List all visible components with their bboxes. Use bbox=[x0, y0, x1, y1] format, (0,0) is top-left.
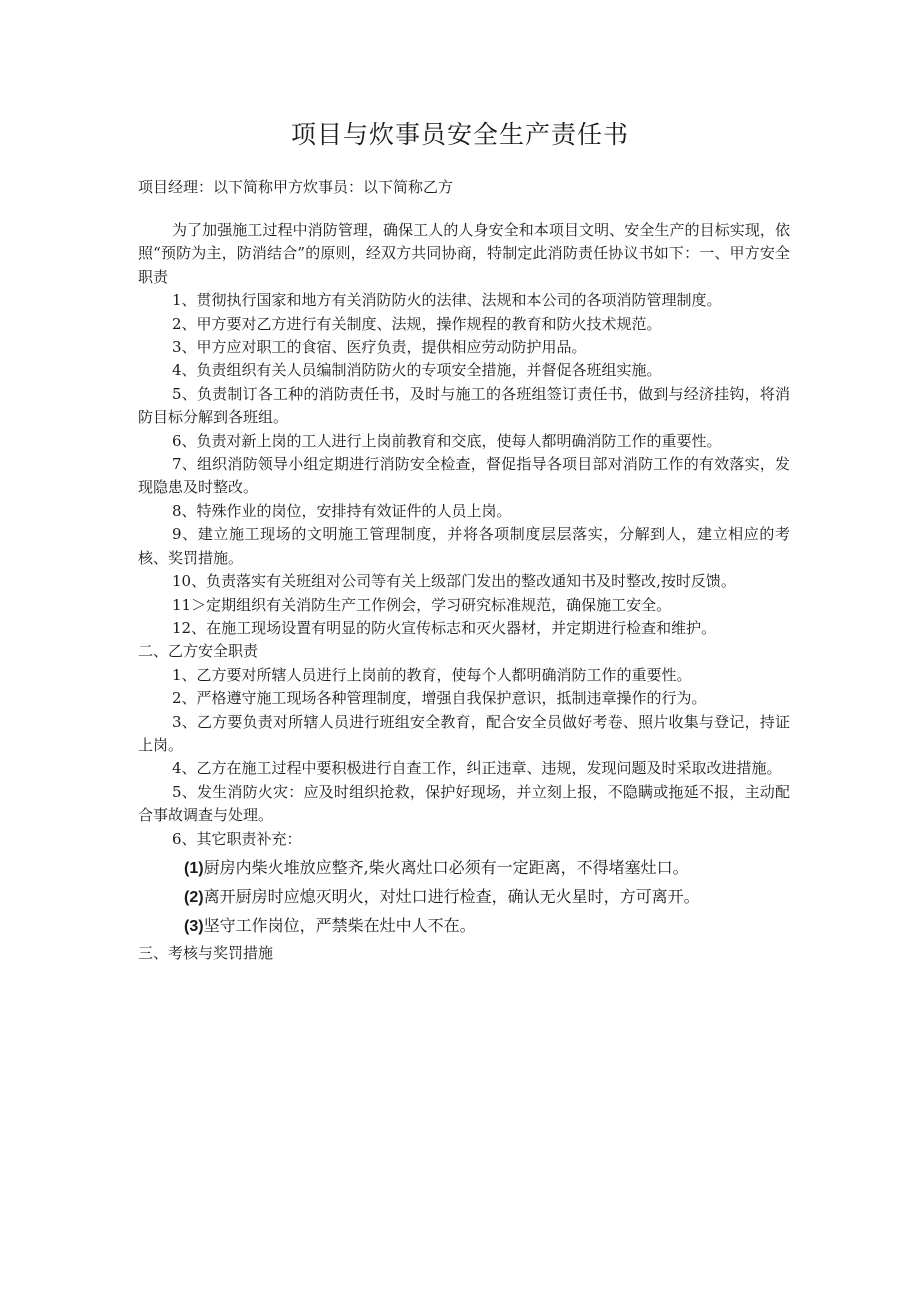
party-a-item: 5、负责制订各工种的消防责任书，及时与施工的各班组签订责任书，做到与经济挂钩，将消防目标分解到各班组。 bbox=[138, 384, 790, 427]
party-a-item: 4、负责组织有关人员编制消防防火的专项安全措施，并督促各班组实施。 bbox=[172, 361, 662, 380]
party-b-item: 6、其它职责补充： bbox=[172, 829, 302, 848]
party-b-item: 1、乙方要对所辖人员进行上岗前的教育，使每个人都明确消防工作的重要性。 bbox=[172, 665, 692, 684]
party-b-item: 3、乙方要负责对所辖人员进行班组安全教育，配合安全员做好考卷、照片收集与登记，持证上岗。 bbox=[138, 712, 790, 754]
party-a-item: 2、甲方要对乙方进行有关制度、法规，操作规程的教育和防火技术规范。 bbox=[172, 314, 662, 333]
intro-paragraph: 为了加强施工过程中消防管理，确保工人的人身安全和本项目文明、安全生产的目标实现，依照“预防为主，防消结合”的原则，经双方共同协商，特制定此消防责任协议书如下：一、甲方安全职责 bbox=[138, 221, 790, 286]
supplementary-item bbox=[138, 883, 790, 912]
party-a-item: 7、组织消防领导小组定期进行消防安全检查，督促指导各项目部对消防工作的有效落实，发现隐患及时整改。 bbox=[138, 455, 790, 497]
party-a-item: 12、在施工现场设置有明显的防火宣传标志和灭火器材，并定期进行检查和维护。 bbox=[172, 618, 717, 637]
supplementary-item-text: 坚守工作岗位，严禁柴在灶中人不在。 bbox=[203, 915, 476, 935]
party-a-item: 8、特殊作业的岗位，安排持有效证件的人员上岗。 bbox=[172, 501, 512, 520]
supplementary-item bbox=[138, 912, 790, 941]
party-b-item: 5、发生消防火灾：应及时组织抢救，保护好现场，并立刻上报，不隐瞒或拖延不报，主动配合事故调查与处理。 bbox=[138, 782, 790, 825]
party-b-item: 2、严格遵守施工现场各种管理制度，增强自我保护意识，抵制违章操作的行为。 bbox=[172, 689, 707, 708]
supplementary-item-number: (1) bbox=[184, 859, 204, 877]
supplementary-item-text: 厨房内柴火堆放应整齐,柴火离灶口必须有一定距离，不得堵塞灶口。 bbox=[203, 857, 689, 877]
party-b-item: 4、乙方在施工过程中要积极进行自查工作，纠正违章、违规，发现问题及时采取改进措施。 bbox=[172, 759, 782, 778]
party-a-item: 9、建立施工现场的文明施工管理制度，并将各项制度层层落实，分解到人，建立相应的考核、奖罚措施。 bbox=[138, 525, 790, 567]
supplementary-item-number: (2) bbox=[184, 888, 204, 906]
section-3-heading: 三、考核与奖罚措施 bbox=[138, 943, 274, 962]
party-a-item: 1、贯彻执行国家和地方有关消防防火的法律、法规和本公司的各项消防管理制度。 bbox=[172, 291, 722, 310]
parties-line: 项目经理：以下简称甲方炊事员：以下简称乙方 bbox=[138, 178, 454, 196]
party-a-item: 6、负责对新上岗的工人进行上岗前教育和交底，使每人都明确消防工作的重要性。 bbox=[172, 431, 722, 450]
party-a-item: 3、甲方应对职工的食宿、医疗负责，提供相应劳动防护用品。 bbox=[172, 338, 587, 357]
party-a-item: 10、负责落实有关班组对公司等有关上级部门发出的整改通知书及时整改,按时反馈。 bbox=[172, 572, 736, 591]
supplementary-item-number: (3) bbox=[184, 917, 204, 935]
supplementary-item-text: 离开厨房时应熄灭明火，对灶口进行检查，确认无火星时，方可离开。 bbox=[203, 886, 700, 906]
document-title: 项目与炊事员安全生产责任书 bbox=[290, 120, 629, 149]
party-a-item: 11＞定期组织有关消防生产工作例会，学习研究标准规范，确保施工安全。 bbox=[172, 595, 672, 614]
section-2-heading: 二、乙方安全职责 bbox=[138, 642, 259, 661]
document-body bbox=[138, 219, 790, 965]
supplementary-item bbox=[138, 854, 790, 883]
